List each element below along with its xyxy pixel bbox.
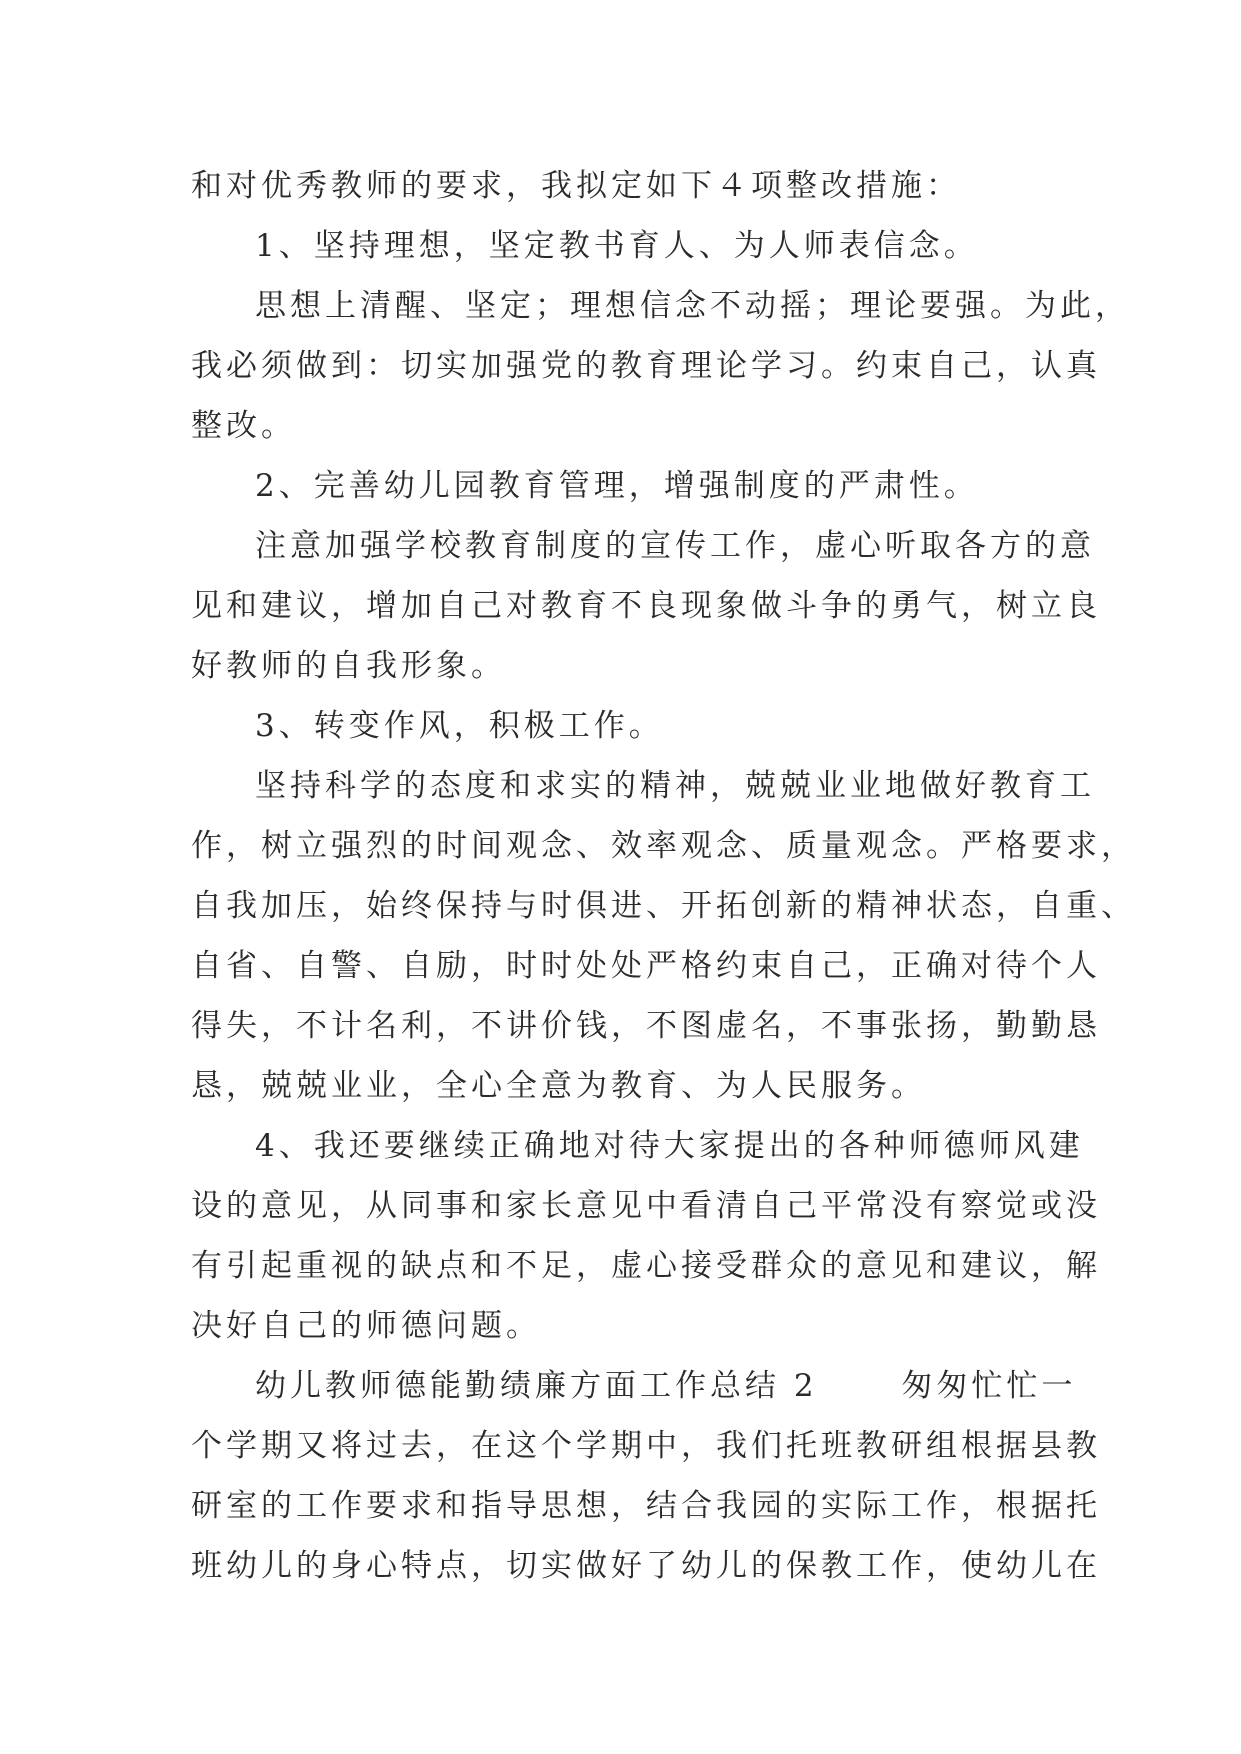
text-line: 研室的工作要求和指导思想，结合我园的实际工作，根据托 — [191, 1488, 1101, 1524]
text-line: 自省、自警、自励，时时处处严格约束自己，正确对待个人 — [191, 948, 1101, 984]
text-line: 得失，不计名利，不讲价钱，不图虚名，不事张扬，勤勤恳 — [191, 1008, 1101, 1044]
body-text — [191, 156, 1136, 1596]
text-line: 和对优秀教师的要求，我拟定如下４项整改措施： — [191, 168, 961, 204]
text-line: 班幼儿的身心特点，切实做好了幼儿的保教工作，使幼儿在 — [191, 1548, 1101, 1584]
text-line: 4、我还要继续正确地对待大家提出的各种师德师风建 — [255, 1128, 1084, 1164]
text-line: 幼儿教师德能勤绩廉方面工作总结 2 匆匆忙忙一 — [255, 1368, 1077, 1404]
text-line: 我必须做到：切实加强党的教育理论学习。约束自己，认真 — [191, 348, 1101, 384]
text-line: 见和建议，增加自己对教育不良现象做斗争的勇气，树立良 — [191, 588, 1101, 624]
text-line: 1、坚持理想，坚定教书育人、为人师表信念。 — [255, 228, 979, 264]
text-line: 好教师的自我形象。 — [191, 648, 506, 684]
text-line: 个学期又将过去，在这个学期中，我们托班教研组根据县教 — [191, 1428, 1101, 1464]
text-line: 坚持科学的态度和求实的精神，兢兢业业地做好教育工 — [255, 768, 1095, 804]
text-line: 3、转变作风，积极工作。 — [255, 708, 664, 744]
text-line: 整改。 — [191, 408, 296, 444]
text-line: 2、完善幼儿园教育管理，增强制度的严肃性。 — [255, 468, 979, 504]
text-line: 作，树立强烈的时间观念、效率观念、质量观念。严格要求， — [191, 828, 1136, 864]
text-line: 注意加强学校教育制度的宣传工作，虚心听取各方的意 — [255, 528, 1095, 564]
text-line: 思想上清醒、坚定；理想信念不动摇；理论要强。为此， — [255, 288, 1130, 324]
text-line: 决好自己的师德问题。 — [191, 1308, 541, 1344]
text-line: 自我加压，始终保持与时俱进、开拓创新的精神状态，自重、 — [191, 888, 1136, 924]
text-line: 有引起重视的缺点和不足，虚心接受群众的意见和建议，解 — [191, 1248, 1101, 1284]
text-line: 恳，兢兢业业，全心全意为教育、为人民服务。 — [191, 1068, 926, 1104]
text-line: 设的意见，从同事和家长意见中看清自己平常没有察觉或没 — [191, 1188, 1101, 1224]
